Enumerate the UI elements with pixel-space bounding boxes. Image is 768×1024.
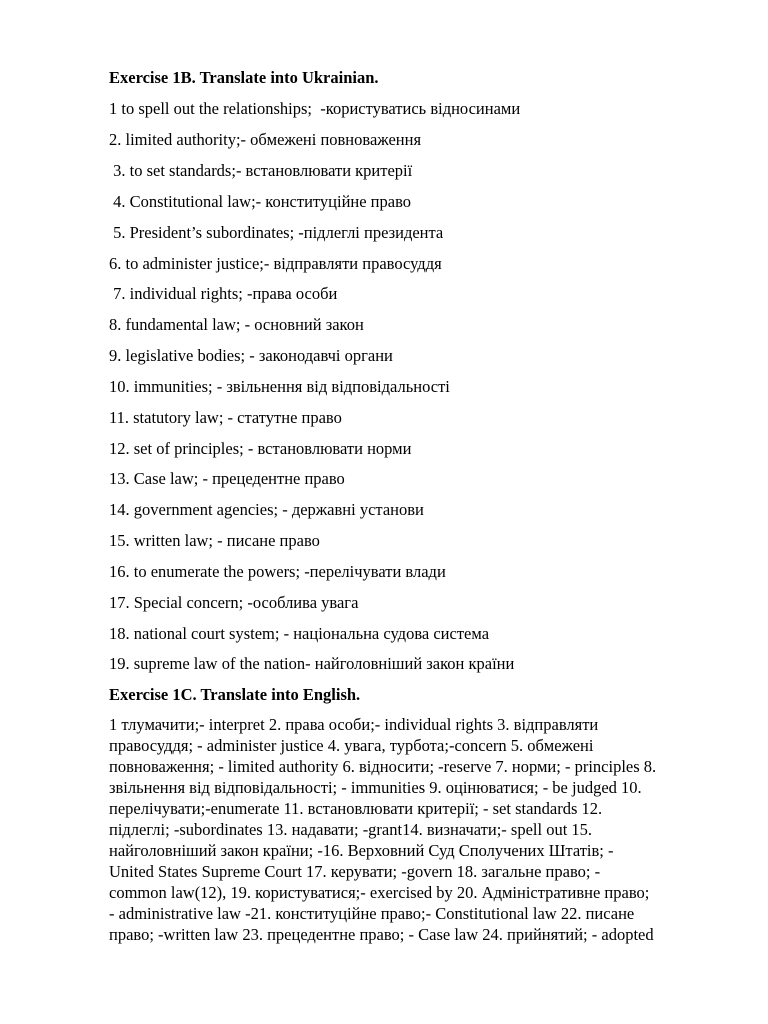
- list-item: 4. Constitutional law;- конституційне право: [109, 192, 412, 211]
- paragraph-line: - administrative law -21. конституційне право;- Constitutional law 22. писане: [109, 904, 635, 923]
- list-item: 3. to set standards;- встановлювати критерії: [109, 161, 413, 180]
- paragraph-line: найголовніший закон країни; -16. Верховний Суд Сполучених Штатів; -: [109, 841, 614, 860]
- list-item: 7. individual rights; -права особи: [109, 284, 338, 303]
- list-item: 17. Special concern; -особлива увага: [109, 593, 359, 612]
- list-item: 13. Case law; - прецедентне право: [109, 469, 345, 488]
- paragraph-line: звільнення від відповідальності; - immunities 9. оцінюватися; - be judged 10.: [109, 778, 642, 797]
- list-item: 1 to spell out the relationships; -користуватись відносинами: [109, 99, 521, 118]
- exercise-1c-heading: Exercise 1C. Translate into English.: [109, 685, 361, 704]
- list-item: 18. national court system; - національна судова система: [109, 624, 490, 643]
- list-item: 19. supreme law of the nation- найголовніший закон країни: [109, 654, 515, 673]
- list-item: 15. written law; - писане право: [109, 531, 320, 550]
- paragraph-line: common law(12), 19. користуватися;- exercised by 20. Адміністративне право;: [109, 883, 650, 902]
- paragraph-line: United States Supreme Court 17. керувати; -govern 18. загальне право; -: [109, 862, 601, 881]
- list-item: 8. fundamental law; - основний закон: [109, 315, 364, 334]
- list-item: 12. set of principles; - встановлювати норми: [109, 439, 412, 458]
- paragraph-line: підлеглі; -subordinates 13. надавати; -grant14. визначати;- spell out 15.: [109, 820, 593, 839]
- list-item: 5. President’s subordinates; -підлеглі президента: [109, 223, 444, 242]
- list-item: 11. statutory law; - статутне право: [109, 408, 342, 427]
- list-item: 14. government agencies; - державні установи: [109, 500, 424, 519]
- paragraph-line: перелічувати;-enumerate 11. встановлювати критерії; - set standards 12.: [109, 799, 603, 818]
- list-item: 6. to administer justice;- відправляти правосуддя: [109, 254, 442, 273]
- exercise-1c-paragraph: [109, 714, 714, 945]
- paragraph-line: повноваження; - limited authority 6. відносити; -reserve 7. норми; - principles 8.: [109, 757, 657, 776]
- list-item: 2. limited authority;- обмежені повноваження: [109, 130, 422, 149]
- exercise-1b-heading: Exercise 1B. Translate into Ukrainian.: [109, 68, 379, 87]
- list-item: 9. legislative bodies; - законодавчі органи: [109, 346, 393, 365]
- list-item: 10. immunities; - звільнення від відповідальності: [109, 377, 450, 396]
- paragraph-line: 1 тлумачити;- interpret 2. права особи;- individual rights 3. відправляти: [109, 715, 599, 734]
- paragraph-line: правосуддя; - administer justice 4. увага, турбота;-concern 5. обмежені: [109, 736, 594, 755]
- paragraph-line: право; -written law 23. прецедентне право; - Case law 24. прийнятий; - adopted: [109, 925, 654, 944]
- list-item: 16. to enumerate the powers; -перелічувати влади: [109, 562, 446, 581]
